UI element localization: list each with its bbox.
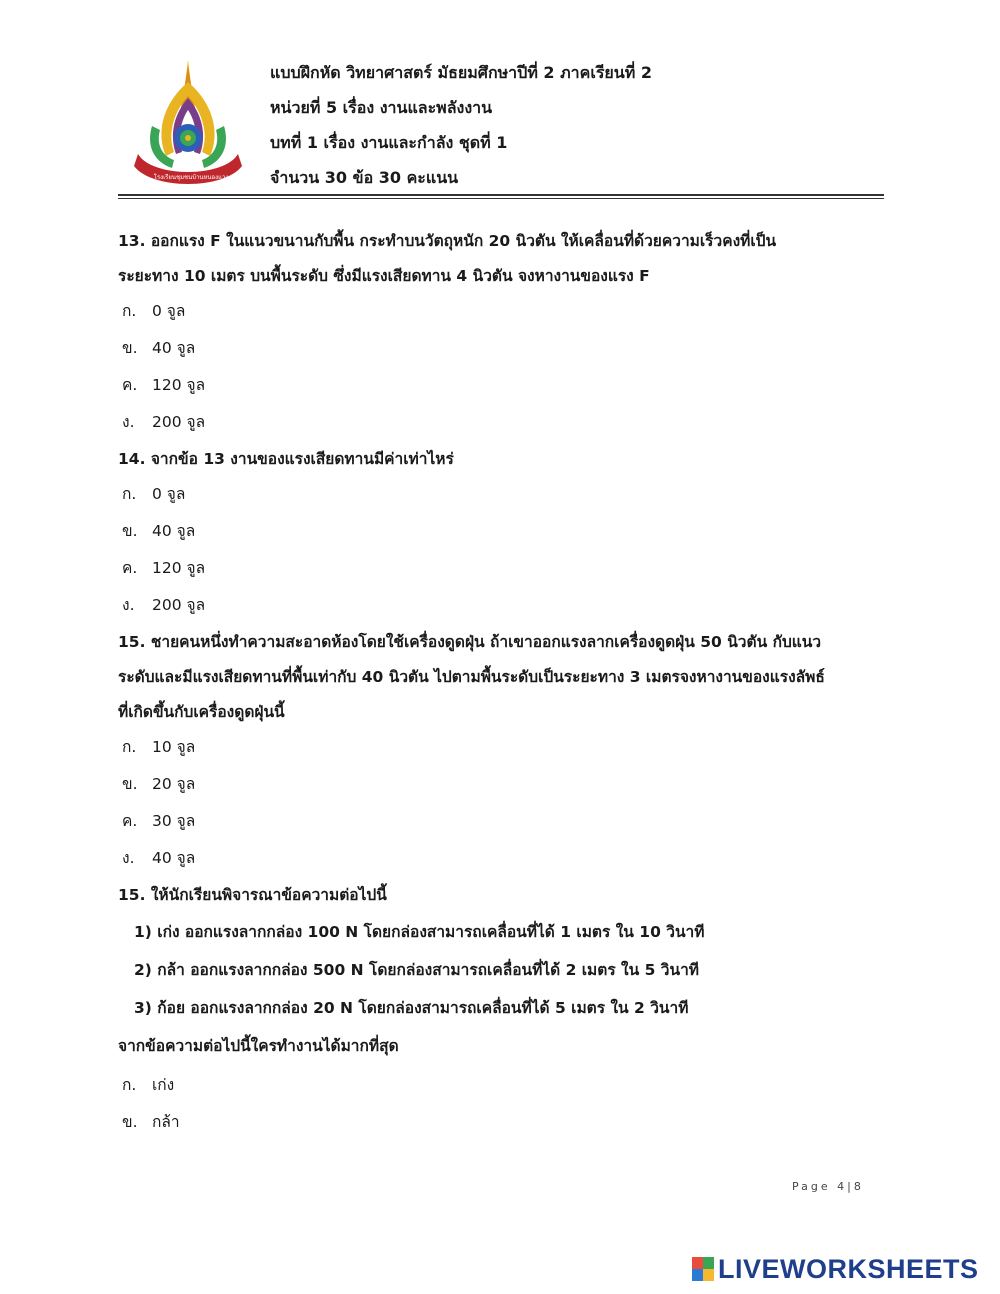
question-text: 13. ออกแรง F ในแนวขนานกับพื้น กระทำบนวัตถุหนัก 20 นิวตัน ให้เคลื่อนที่ด้วยความเร็วคงที่เป็น (118, 232, 777, 250)
worksheet-content (118, 224, 888, 1144)
option-text: 200 จูล (152, 413, 206, 431)
question-text: ระดับและมีแรงเสียดทานที่พื้นเท่ากับ 40 นิวตัน ไปตามพื้นระดับเป็นระยะทาง 3 เมตรจงหางานของแรงลัพธ์ (118, 668, 825, 686)
answer-option[interactable] (118, 588, 888, 625)
liveworksheets-brand: LIVEWORKSHEETS (718, 1253, 979, 1284)
option-text: เก่ง (152, 1076, 175, 1094)
header-divider-thin (118, 198, 884, 199)
logo-text: โรงเรียนชุมชนบ้านหนองแวง (153, 174, 229, 181)
header-unit: หน่วยที่ 5 เรื่อง งานและพลังงาน (270, 98, 493, 117)
answer-option[interactable] (118, 730, 888, 767)
answer-option[interactable] (118, 294, 888, 331)
option-text: 0 จูล (152, 485, 186, 503)
answer-option[interactable] (118, 368, 888, 405)
answer-option[interactable] (118, 551, 888, 588)
option-label: ก. (122, 485, 137, 503)
statement-item: 2) กล้า ออกแรงลากกล่อง 500 N โดยกล่องสามารถเคลื่อนที่ได้ 2 เมตร ใน 5 วินาที (134, 961, 700, 979)
answer-option[interactable] (118, 767, 888, 804)
option-label: ข. (122, 1113, 138, 1131)
question-14 (118, 442, 888, 625)
answer-option[interactable] (118, 1064, 888, 1104)
question-text: 15. ให้นักเรียนพิจารณาข้อความต่อไปนี้ (118, 886, 387, 904)
question-text: ระยะทาง 10 เมตร บนพื้นระดับ ซึ่งมีแรงเสียดทาน 4 นิวตัน จงหางานของแรง F (118, 267, 650, 285)
option-label: ง. (122, 849, 135, 867)
liveworksheets-icon (692, 1257, 714, 1281)
header-count: จำนวน 30 ข้อ 30 คะแนน (270, 168, 459, 187)
header-title: แบบฝึกหัด วิทยาศาสตร์ มัธยมศึกษาปีที่ 2 ภาคเรียนที่ 2 (270, 63, 652, 82)
question-text: 15. ชายคนหนึ่งทำความสะอาดห้องโดยใช้เครื่องดูดฝุ่น ถ้าเขาออกแรงลากเครื่องดูดฝุ่น 50 นิวตัน กับแนว (118, 633, 822, 651)
option-label: ง. (122, 596, 135, 614)
option-text: 40 จูล (152, 339, 196, 357)
answer-option[interactable] (118, 477, 888, 514)
liveworksheets-logo[interactable] (692, 1252, 979, 1286)
option-label: ค. (122, 812, 138, 830)
option-text: กล้า (152, 1113, 180, 1131)
option-text: 40 จูล (152, 522, 196, 540)
option-label: ข. (122, 522, 138, 540)
question-15-vacuum (118, 625, 888, 878)
question-text: ที่เกิดขึ้นกับเครื่องดูดฝุ่นนี้ (118, 703, 285, 721)
answer-option[interactable] (118, 405, 888, 442)
question-text: 14. จากข้อ 13 งานของแรงเสียดทานมีค่าเท่าไหร่ (118, 450, 454, 468)
option-label: ค. (122, 559, 138, 577)
answer-option[interactable] (118, 331, 888, 368)
option-label: ค. (122, 376, 138, 394)
page-number: Page 4|8 (792, 1180, 864, 1193)
question-15-statements (118, 878, 888, 1144)
answer-option[interactable] (118, 514, 888, 551)
document-header (118, 52, 884, 198)
option-label: ก. (122, 302, 137, 320)
header-divider (118, 194, 884, 196)
question-13 (118, 224, 888, 442)
option-text: 20 จูล (152, 775, 196, 793)
option-text: 200 จูล (152, 596, 206, 614)
answer-option[interactable] (118, 841, 888, 878)
option-text: 10 จูล (152, 738, 196, 756)
header-lines (270, 60, 652, 200)
question-prompt: จากข้อความต่อไปนี้ใครทำงานได้มากที่สุด (118, 1037, 399, 1055)
answer-option[interactable] (118, 804, 888, 841)
statement-item: 1) เก่ง ออกแรงลากกล่อง 100 N โดยกล่องสามารถเคลื่อนที่ได้ 1 เมตร ใน 10 วินาที (134, 923, 705, 941)
statement-item: 3) ก้อย ออกแรงลากกล่อง 20 N โดยกล่องสามารถเคลื่อนที่ได้ 5 เมตร ใน 2 วินาที (134, 999, 689, 1017)
option-text: 40 จูล (152, 849, 196, 867)
school-logo (132, 56, 248, 192)
option-label: ก. (122, 738, 137, 756)
option-label: ง. (122, 413, 135, 431)
option-label: ก. (122, 1076, 137, 1094)
option-text: 0 จูล (152, 302, 186, 320)
option-text: 30 จูล (152, 812, 196, 830)
header-chapter: บทที่ 1 เรื่อง งานและกำลัง ชุดที่ 1 (270, 133, 508, 152)
option-text: 120 จูล (152, 376, 206, 394)
option-label: ข. (122, 775, 138, 793)
answer-option[interactable] (118, 1104, 888, 1144)
option-text: 120 จูล (152, 559, 206, 577)
option-label: ข. (122, 339, 138, 357)
